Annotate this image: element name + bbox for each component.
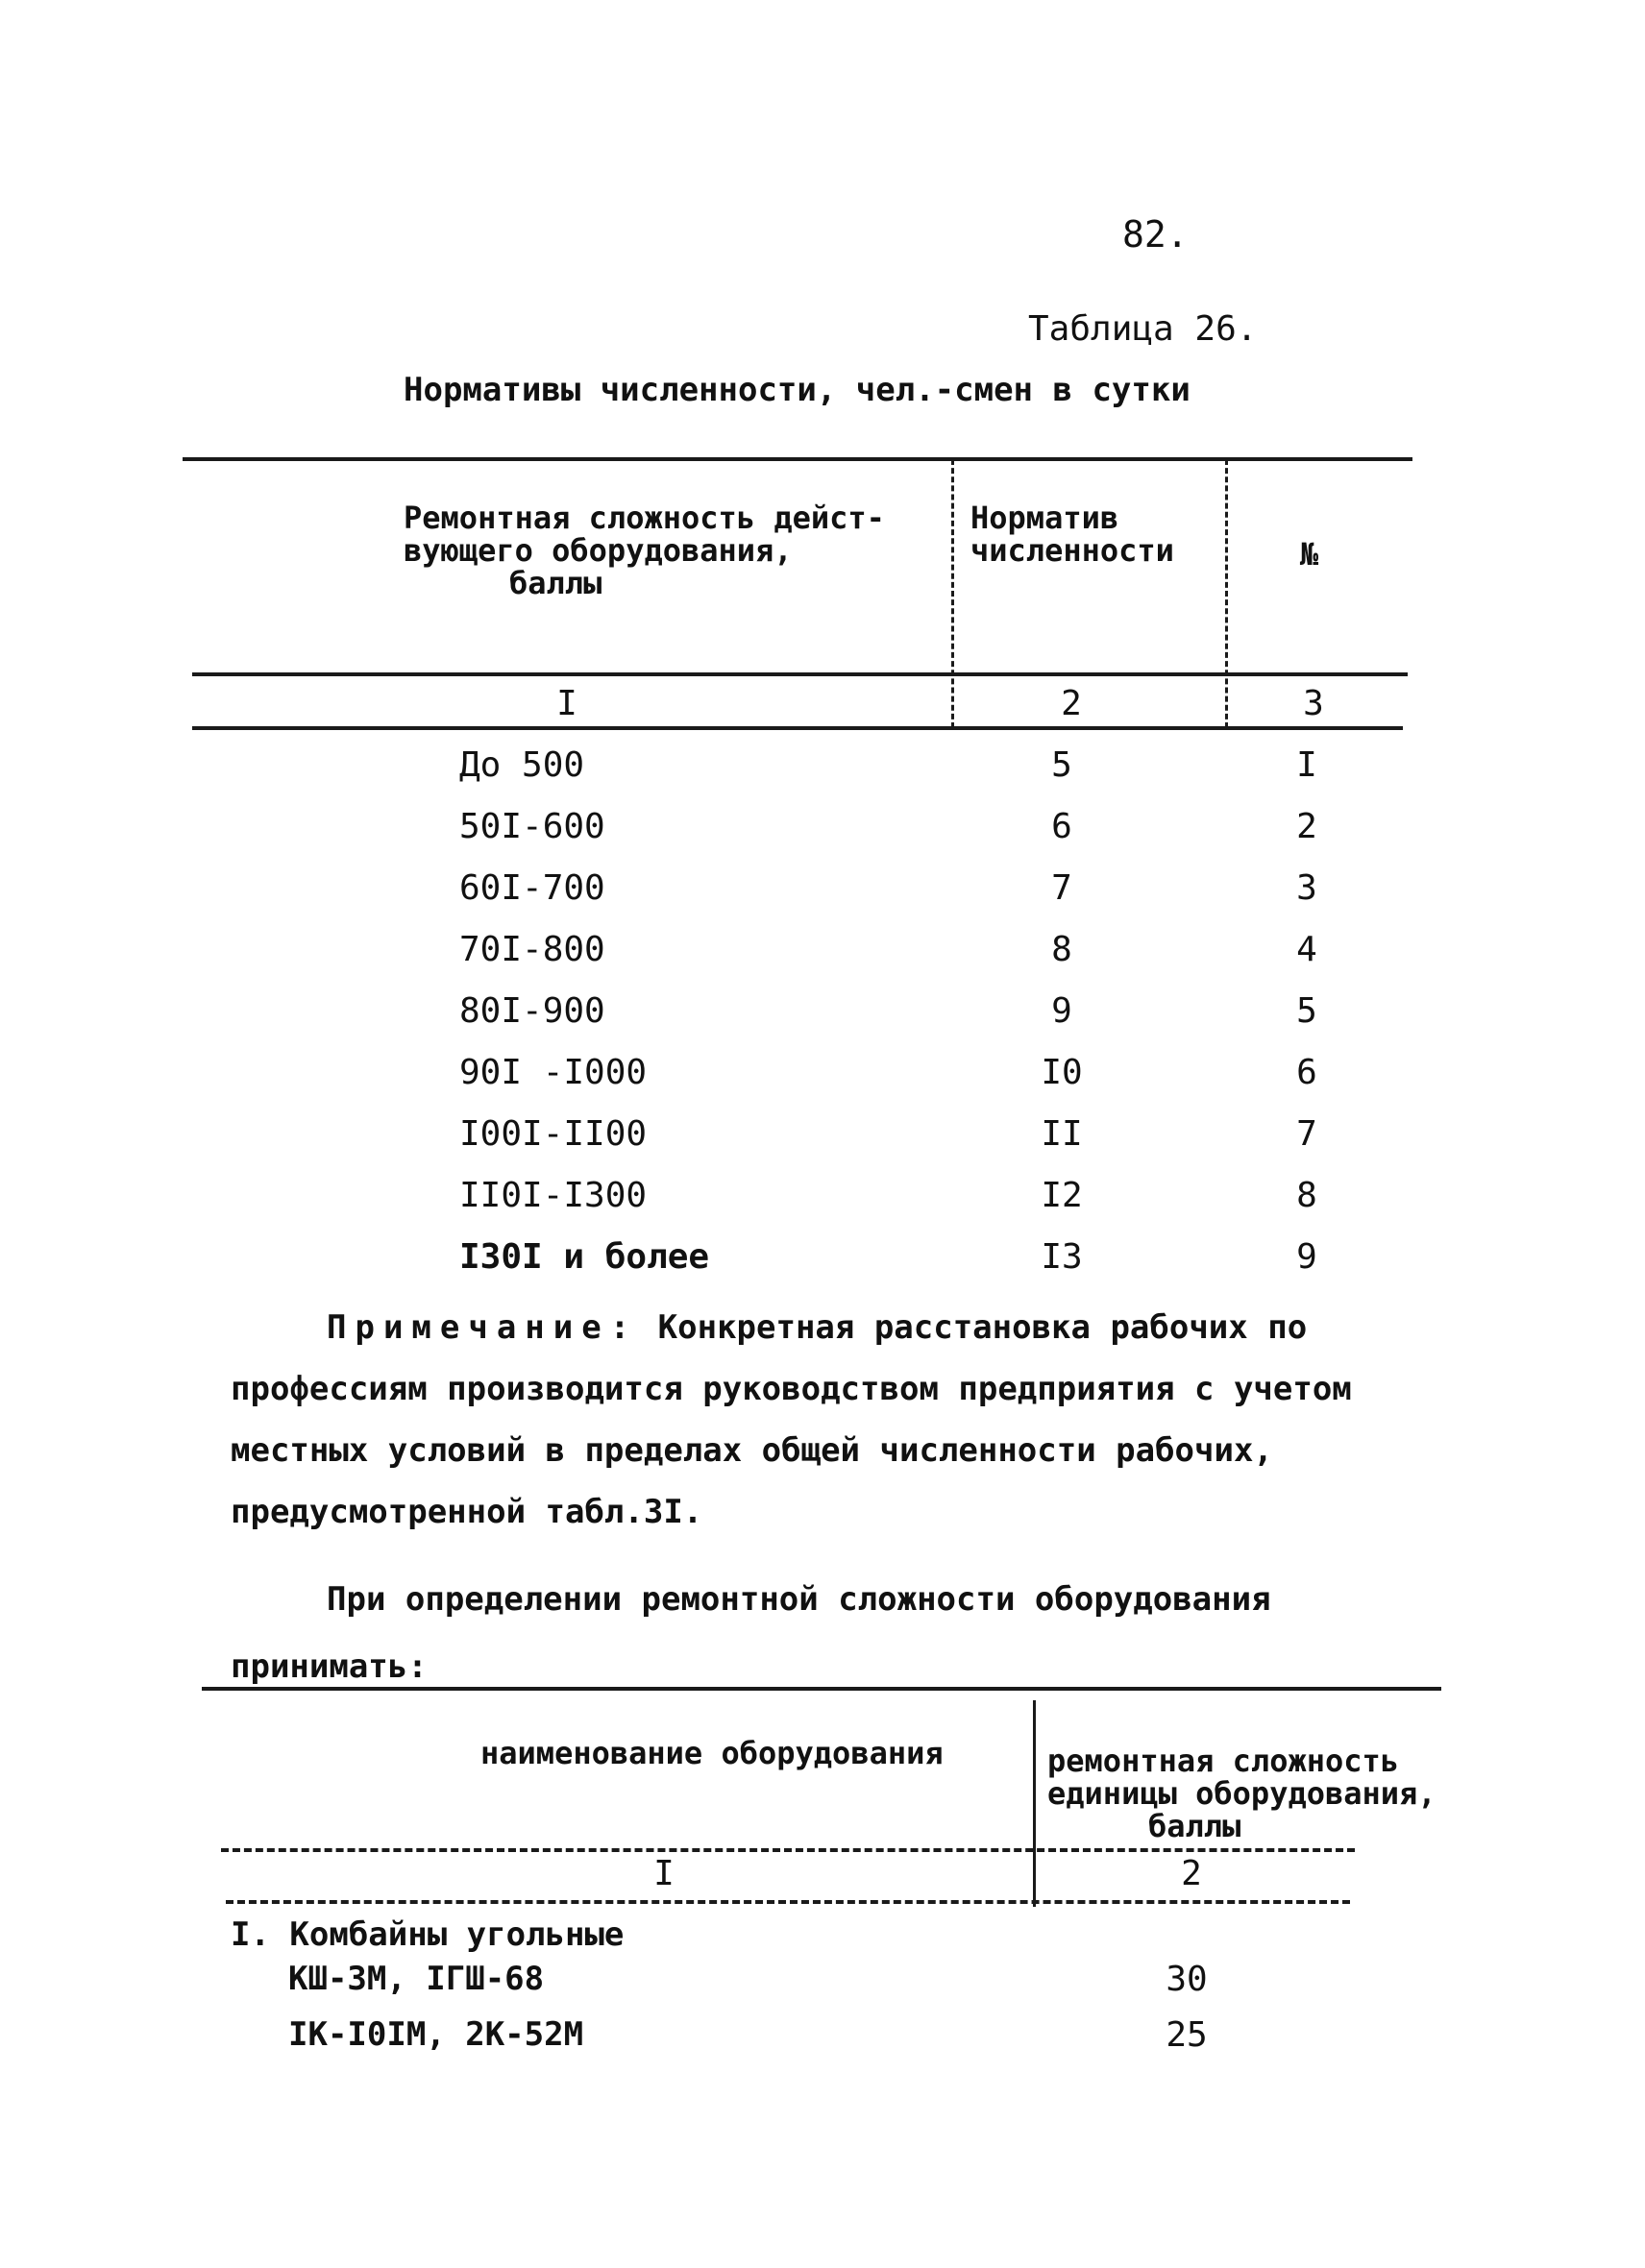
cell-number: 7 xyxy=(1296,1114,1317,1154)
table-row xyxy=(0,868,1645,930)
cell-complexity: 90I -I000 xyxy=(459,1053,648,1092)
equipment-name: КШ-3М, IГШ-68 xyxy=(288,1960,545,1998)
intro-text: При определении ремонтной сложности оборудования принимать: xyxy=(231,1580,1271,1686)
column-number-2: 2 xyxy=(1061,684,1082,723)
page-number: 82. xyxy=(1122,213,1189,256)
note-lead: Примечание: xyxy=(327,1308,639,1347)
cell-norm: 9 xyxy=(1051,991,1072,1031)
cell-number: 5 xyxy=(1296,991,1317,1031)
table-caption: Таблица 26. xyxy=(1028,309,1258,349)
table-row xyxy=(0,1114,1645,1176)
header-norm-line: численности xyxy=(970,532,1174,569)
cell-complexity: I00I-II00 xyxy=(459,1114,648,1154)
equipment-column-number-rule xyxy=(226,1900,1350,1904)
cell-norm: I3 xyxy=(1041,1237,1083,1277)
note-paragraph xyxy=(231,1297,1374,1543)
cell-norm: 7 xyxy=(1051,868,1072,908)
equipment-complexity: 25 xyxy=(1166,2015,1208,2055)
equipment-column-number-1: I xyxy=(653,1854,675,1893)
table-row xyxy=(0,1053,1645,1114)
cell-complexity: 70I-800 xyxy=(459,930,605,969)
header-complexity-line: вующего оборудования, xyxy=(404,532,793,569)
table-title: Нормативы численности, чел.-смен в сутки xyxy=(404,371,1191,409)
cell-complexity: До 500 xyxy=(459,745,585,785)
header-rule xyxy=(192,672,1408,676)
cell-number: 2 xyxy=(1296,807,1317,846)
column-number-rule xyxy=(192,726,1403,730)
cell-number: 9 xyxy=(1296,1237,1317,1277)
column-divider-2 xyxy=(1225,459,1228,728)
cell-norm: I0 xyxy=(1041,1053,1083,1092)
header-equipment-complexity-line: баллы xyxy=(1148,1808,1241,1844)
header-equipment-name: наименование оборудования xyxy=(480,1735,944,1771)
cell-number: 6 xyxy=(1296,1053,1317,1092)
cell-number: I xyxy=(1296,745,1317,785)
table-row xyxy=(0,807,1645,868)
cell-norm: I2 xyxy=(1041,1176,1083,1215)
cell-complexity: 80I-900 xyxy=(459,991,605,1031)
header-equipment-complexity-line: ремонтная сложность xyxy=(1047,1743,1400,1779)
header-complexity-line: Ремонтная сложность дейст- xyxy=(404,500,885,536)
cell-complexity: 60I-700 xyxy=(459,868,605,908)
cell-complexity: II0I-I300 xyxy=(459,1176,648,1215)
table-row xyxy=(0,1237,1645,1299)
equipment-header-rule xyxy=(221,1848,1355,1852)
header-number: № xyxy=(1300,536,1319,573)
cell-complexity: 50I-600 xyxy=(459,807,605,846)
cell-norm: 5 xyxy=(1051,745,1072,785)
equipment-column-number-2: 2 xyxy=(1181,1854,1202,1893)
column-divider-1 xyxy=(951,459,954,728)
cell-norm: 8 xyxy=(1051,930,1072,969)
equipment-table-top-rule xyxy=(202,1687,1441,1691)
equipment-complexity: 30 xyxy=(1166,1960,1208,1999)
intro-paragraph xyxy=(231,1566,1374,1700)
header-complexity xyxy=(404,501,885,599)
equipment-column-divider xyxy=(1033,1700,1036,1907)
header-equipment-complexity-line: единицы оборудования, xyxy=(1047,1775,1436,1812)
header-complexity-line: баллы xyxy=(509,565,602,601)
cell-norm: II xyxy=(1041,1114,1083,1154)
table-row xyxy=(0,745,1645,807)
header-norm xyxy=(970,501,1174,567)
header-norm-line: Норматив xyxy=(970,500,1119,536)
equipment-name: IK-I0IM, 2K-52M xyxy=(288,2015,584,2054)
cell-number: 4 xyxy=(1296,930,1317,969)
cell-number: 8 xyxy=(1296,1176,1317,1215)
table-row xyxy=(0,1176,1645,1237)
note-text: Конкретная расстановка рабочих по профессиям производится руководством предприятия с учетом местных условий в пределах общей численности рабочих, предусмотренной табл.3I. xyxy=(231,1308,1352,1531)
cell-number: 3 xyxy=(1296,868,1317,908)
header-equipment-complexity xyxy=(1047,1744,1436,1842)
table-row xyxy=(0,991,1645,1053)
column-number-3: 3 xyxy=(1303,684,1324,723)
table-top-rule xyxy=(183,457,1412,461)
cell-norm: 6 xyxy=(1051,807,1072,846)
table-row xyxy=(0,930,1645,991)
cell-complexity: I30I и более xyxy=(459,1237,710,1277)
column-number-1: I xyxy=(556,684,577,723)
equipment-category-label: I. Комбайны угольные xyxy=(231,1915,625,1954)
